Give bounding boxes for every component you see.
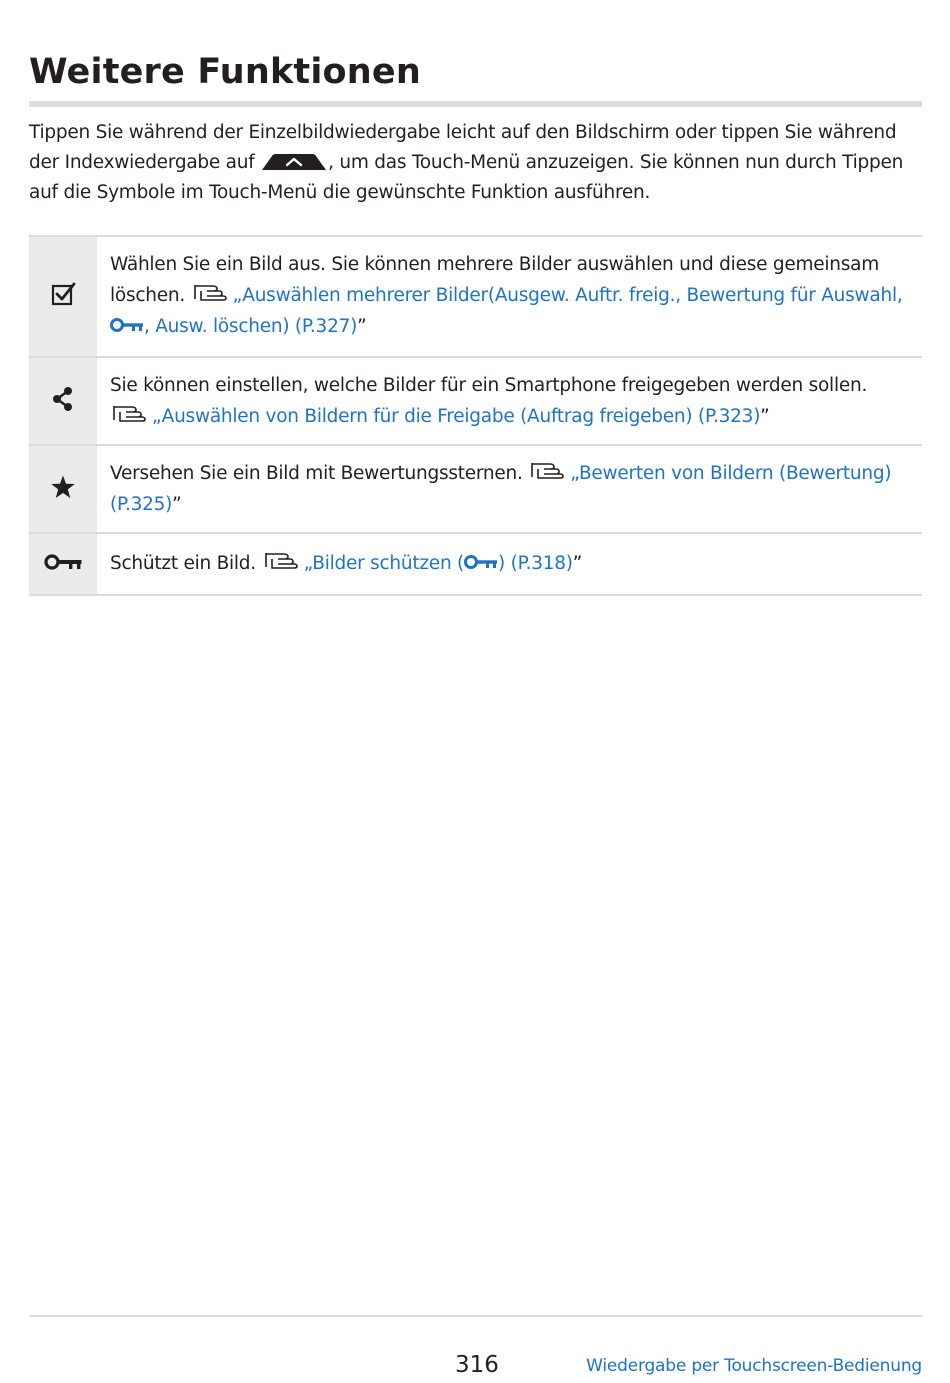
- checkbox-icon: [50, 282, 76, 312]
- cross-reference-link[interactable]: „Bewerten von Bildern (Bewertung) (P.325): [110, 463, 892, 515]
- reference-pointer-icon: [530, 458, 566, 489]
- icon-cell: [29, 446, 97, 532]
- description-cell: [97, 534, 922, 594]
- table-row: [29, 534, 922, 596]
- star-icon: [50, 474, 76, 504]
- description-cell: [97, 237, 922, 356]
- link-text-2: ) (P.318): [498, 553, 573, 574]
- reference-pointer-icon: [112, 401, 148, 432]
- function-table: [29, 235, 922, 596]
- closing-quote: ”: [357, 316, 367, 337]
- reference-pointer-icon: [193, 280, 229, 311]
- closing-quote: ”: [760, 406, 770, 427]
- row-text: Sie können einstellen, welche Bilder für ein Smartphone freigegeben werden sollen.: [110, 375, 868, 396]
- table-row: [29, 358, 922, 446]
- table-row: [29, 446, 922, 534]
- section-name-link[interactable]: Wiedergabe per Touchscreen-Bedienung: [586, 1356, 922, 1376]
- share-icon: [50, 386, 76, 416]
- cross-reference-link[interactable]: [304, 553, 573, 574]
- footer-divider: [29, 1315, 922, 1317]
- page-number: 316: [455, 1352, 499, 1378]
- cross-reference-link[interactable]: „Auswählen von Bildern für die Freigabe (Auftrag freigeben) (P.323): [152, 406, 761, 427]
- link-text-1: „Bilder schützen (: [303, 553, 465, 574]
- intro-paragraph: [29, 118, 922, 208]
- link-text-1: „Auswählen mehrerer Bilder(Ausgew. Auftr. freig., Bewertung für Auswahl,: [232, 285, 903, 306]
- table-row: [29, 237, 922, 358]
- closing-quote: ”: [572, 553, 583, 574]
- row-text: Wählen Sie ein Bild aus. Sie können mehrere Bilder auswählen und diese gemeinsam löschen.: [110, 254, 879, 306]
- touch-menu-tab-icon: [262, 154, 326, 170]
- reference-pointer-icon: [264, 548, 300, 579]
- key-icon: [464, 549, 498, 580]
- icon-cell: [29, 534, 97, 594]
- cross-reference-link[interactable]: [110, 285, 903, 337]
- title-divider: [29, 101, 922, 107]
- icon-cell: [29, 358, 97, 444]
- intro-text-2: , um das Touch-Menü anzuzeigen. Sie können nun durch Tippen auf die Symbole im Touch-Menü die gewünschte Funktion ausführen.: [29, 152, 904, 203]
- intro-text-1: Tippen Sie während der Einzelbildwiedergabe leicht auf den Bildschirm oder tippen Sie während der Indexwiedergabe auf: [29, 122, 897, 173]
- description-cell: [97, 446, 922, 532]
- icon-cell: [29, 237, 97, 356]
- key-icon: [44, 553, 82, 575]
- key-icon: [110, 312, 144, 343]
- description-cell: [97, 358, 922, 444]
- closing-quote: ”: [172, 494, 182, 515]
- link-text-2: , Ausw. löschen) (P.327): [144, 316, 358, 337]
- row-text: Schützt ein Bild.: [110, 553, 262, 574]
- row-text: Versehen Sie ein Bild mit Bewertungssternen.: [110, 463, 529, 484]
- page-title: Weitere Funktionen: [29, 52, 421, 92]
